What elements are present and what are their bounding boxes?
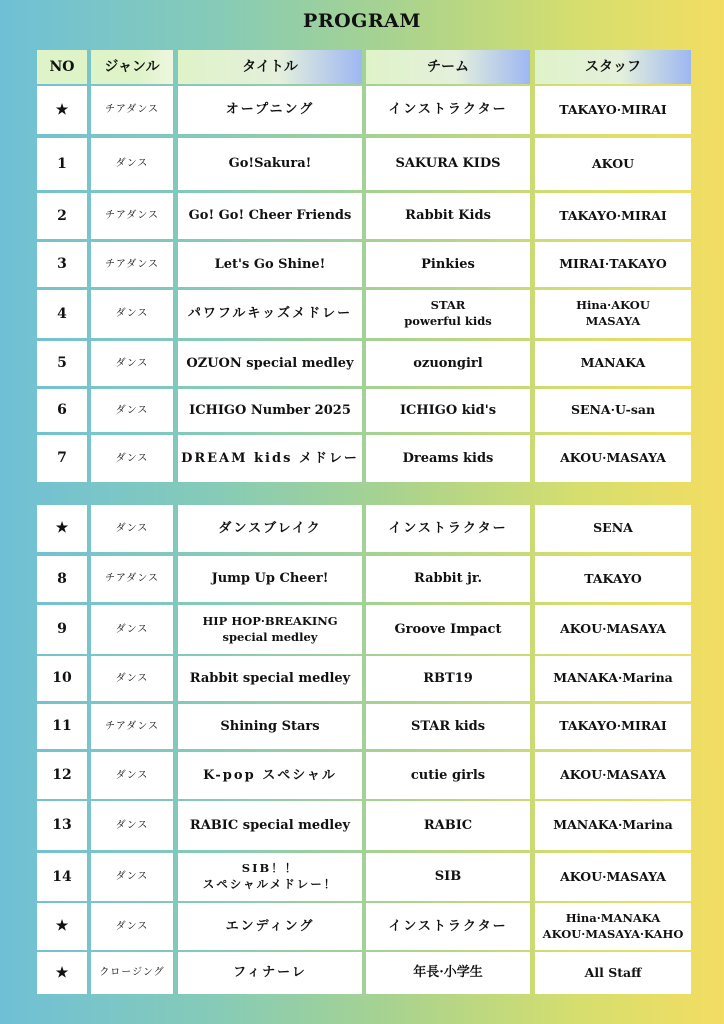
header-no: NO: [37, 50, 87, 84]
section1-row-staff: TAKAYO·MIRAI: [535, 193, 691, 239]
section2-row-no: ★: [37, 505, 87, 552]
section2-row-title: K-pop スペシャル: [178, 752, 362, 799]
section2-row-no: 14: [37, 853, 87, 901]
section2-row-genre: ダンス: [91, 801, 173, 850]
section1-row-team: インストラクター: [366, 86, 530, 134]
section2-row-team: インストラクター: [366, 903, 530, 950]
section2-row-staff: AKOU·MASAYA: [535, 752, 691, 799]
section1-row-title: ICHIGO Number 2025: [178, 389, 362, 432]
section1-row-title: DREAM kids メドレー: [178, 435, 362, 482]
section2-row-team: RABIC: [366, 801, 530, 850]
section2-row-title: ダンスブレイク: [178, 505, 362, 552]
section2-row-genre: クロージング: [91, 952, 173, 994]
section1-row-team: ICHIGO kid's: [366, 389, 530, 432]
section2-row-genre: チアダンス: [91, 704, 173, 749]
section1-row-no: 1: [37, 138, 87, 190]
section1-row-no: 4: [37, 290, 87, 338]
section2-row-no: 9: [37, 605, 87, 654]
section2-row-staff: TAKAYO: [535, 556, 691, 602]
section2-row-staff: Hina·MANAKA AKOU·MASAYA·KAHO: [535, 903, 691, 950]
header-staff: スタッフ: [535, 50, 691, 84]
section2-row-staff: AKOU·MASAYA: [535, 605, 691, 654]
section2-row-genre: ダンス: [91, 505, 173, 552]
section2-row-team: RBT19: [366, 656, 530, 701]
section1-row-genre: ダンス: [91, 435, 173, 482]
section2-row-staff: AKOU·MASAYA: [535, 853, 691, 901]
section2-row-genre: ダンス: [91, 853, 173, 901]
section1-row-genre: ダンス: [91, 138, 173, 190]
section2-row-staff: SENA: [535, 505, 691, 552]
section1-row-no: 3: [37, 242, 87, 287]
section2-row-team: cutie girls: [366, 752, 530, 799]
section2-row-no: 10: [37, 656, 87, 701]
section1-row-team: Rabbit Kids: [366, 193, 530, 239]
section1-row-team: Dreams kids: [366, 435, 530, 482]
section2-row-no: 8: [37, 556, 87, 602]
page-title: PROGRAM: [303, 10, 421, 32]
section2-row-team: 年長·小学生: [366, 952, 530, 994]
section2-row-staff: MANAKA·Marina: [535, 801, 691, 850]
section2-row-team: Rabbit jr.: [366, 556, 530, 602]
section1-row-staff: TAKAYO·MIRAI: [535, 86, 691, 134]
section1-row-genre: ダンス: [91, 290, 173, 338]
section2-row-title: SIB！！ スペシャルメドレー！: [178, 853, 362, 901]
section2-row-title: Rabbit special medley: [178, 656, 362, 701]
section1-row-title: Let's Go Shine!: [178, 242, 362, 287]
section1-row-no: 7: [37, 435, 87, 482]
section1-row-title: パワフルキッズメドレー: [178, 290, 362, 338]
section1-row-title: Go! Go! Cheer Friends: [178, 193, 362, 239]
section1-row-no: 2: [37, 193, 87, 239]
section2-row-genre: ダンス: [91, 656, 173, 701]
section1-row-team: Pinkies: [366, 242, 530, 287]
section2-row-title: RABIC special medley: [178, 801, 362, 850]
section2-row-no: ★: [37, 952, 87, 994]
section1-row-title: Go!Sakura!: [178, 138, 362, 190]
section2-row-title: HIP HOP·BREAKING special medley: [178, 605, 362, 654]
section1-row-genre: ダンス: [91, 341, 173, 386]
section2-row-genre: ダンス: [91, 752, 173, 799]
section1-row-team: STAR powerful kids: [366, 290, 530, 338]
section1-row-no: 5: [37, 341, 87, 386]
section2-row-no: 13: [37, 801, 87, 850]
section1-row-genre: チアダンス: [91, 193, 173, 239]
section1-row-genre: チアダンス: [91, 242, 173, 287]
section2-row-genre: ダンス: [91, 903, 173, 950]
section1-row-genre: チアダンス: [91, 86, 173, 134]
section2-row-team: Groove Impact: [366, 605, 530, 654]
section1-row-staff: Hina·AKOU MASAYA: [535, 290, 691, 338]
section1-row-title: OZUON special medley: [178, 341, 362, 386]
section2-row-title: Jump Up Cheer!: [178, 556, 362, 602]
section2-row-no: 11: [37, 704, 87, 749]
section2-row-title: エンディング: [178, 903, 362, 950]
section1-row-no: 6: [37, 389, 87, 432]
section2-row-genre: チアダンス: [91, 556, 173, 602]
section1-row-staff: SENA·U-san: [535, 389, 691, 432]
section2-row-staff: MANAKA·Marina: [535, 656, 691, 701]
section1-row-title: オープニング: [178, 86, 362, 134]
section1-row-team: ozuongirl: [366, 341, 530, 386]
section1-row-no: ★: [37, 86, 87, 134]
section2-row-staff: All Staff: [535, 952, 691, 994]
section2-row-staff: TAKAYO·MIRAI: [535, 704, 691, 749]
section1-row-genre: ダンス: [91, 389, 173, 432]
section2-row-title: Shining Stars: [178, 704, 362, 749]
section1-row-team: SAKURA KIDS: [366, 138, 530, 190]
section2-row-genre: ダンス: [91, 605, 173, 654]
section1-row-staff: AKOU: [535, 138, 691, 190]
section1-row-staff: MIRAI·TAKAYO: [535, 242, 691, 287]
section1-row-staff: MANAKA: [535, 341, 691, 386]
section2-row-title: フィナーレ: [178, 952, 362, 994]
section2-row-no: 12: [37, 752, 87, 799]
header-team: チーム: [366, 50, 530, 84]
section2-row-team: STAR kids: [366, 704, 530, 749]
section1-row-staff: AKOU·MASAYA: [535, 435, 691, 482]
section2-row-no: ★: [37, 903, 87, 950]
section2-row-team: SIB: [366, 853, 530, 901]
section2-row-team: インストラクター: [366, 505, 530, 552]
header-title: タイトル: [178, 50, 362, 84]
header-genre: ジャンル: [91, 50, 173, 84]
